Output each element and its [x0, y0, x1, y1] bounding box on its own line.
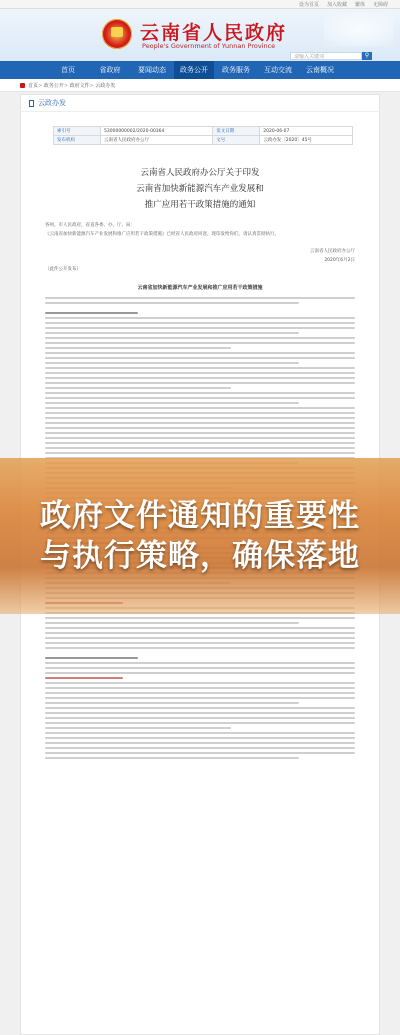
text-line — [45, 642, 355, 644]
text-line — [45, 402, 299, 404]
breadcrumb-item[interactable]: > 云政办发 — [90, 82, 116, 89]
text-line — [45, 447, 355, 449]
topbar-link[interactable]: 设为首页 — [298, 1, 319, 8]
header-decoration — [324, 13, 394, 47]
meta-value: 53000000002/2020-00364 — [101, 127, 213, 136]
nav-item-government[interactable]: 省政府 — [99, 66, 121, 74]
text-line — [45, 357, 355, 359]
text-line — [45, 452, 355, 454]
text-line — [45, 752, 355, 754]
text-line — [45, 372, 355, 374]
text-line — [45, 717, 355, 719]
text-line — [45, 712, 355, 714]
text-line — [45, 727, 231, 729]
text-line — [45, 722, 355, 724]
meta-key: 索引号 — [54, 127, 101, 136]
document-intro: 《云南省加快新能源汽车产业发展和推广应用若干政策措施》已经省人民政府同意，现印发给你们，请认真贯彻执行。 — [45, 232, 279, 237]
headline-line: 政府文件通知的重要性 — [40, 498, 360, 534]
text-line — [45, 737, 355, 739]
text-line — [45, 637, 355, 639]
text-line — [45, 757, 299, 759]
meta-key: 文号 — [213, 136, 260, 145]
document-signer: 云南省人民政府办公厅 — [310, 249, 355, 254]
document-title-line: 推广应用若干政策措施的通知 — [144, 200, 256, 210]
text-line — [45, 692, 355, 694]
site-header — [0, 9, 400, 61]
nav-item-services[interactable]: 政务服务 — [222, 66, 250, 74]
text-line — [45, 352, 355, 354]
text-line — [45, 682, 355, 684]
text-line — [45, 417, 355, 419]
nav-item-home[interactable]: 首页 — [61, 66, 75, 74]
text-line — [45, 322, 355, 324]
nav-item-overview[interactable]: 云南概况 — [306, 66, 334, 74]
text-line — [45, 422, 355, 424]
text-line — [45, 392, 355, 394]
text-line — [45, 627, 355, 629]
table-row — [54, 127, 353, 136]
meta-value: 云南省人民政府办公厅 — [101, 136, 213, 145]
text-line — [45, 622, 299, 624]
breadcrumb — [0, 79, 400, 92]
meta-value: 2020-06-07 — [260, 127, 353, 136]
body-title: 云南省加快新能源汽车产业发展和推广应用若干政策措施 — [137, 285, 263, 291]
breadcrumb-item[interactable]: > 政务公开 — [38, 82, 64, 89]
site-title[interactable]: 云南省人民政府 — [140, 22, 288, 44]
text-line — [45, 632, 355, 634]
meta-key: 发布机构 — [54, 136, 101, 145]
document-meta-table — [53, 126, 353, 145]
breadcrumb-item[interactable]: > 政府文件 — [64, 82, 90, 89]
text-line — [45, 657, 138, 659]
text-line — [45, 382, 355, 384]
top-utility-bar — [0, 0, 400, 9]
topbar-link[interactable]: 加入收藏 — [326, 1, 347, 8]
document-title-line: 云南省加快新能源汽车产业发展和 — [136, 184, 264, 194]
meta-value: 云政办发〔2020〕45号 — [260, 136, 353, 145]
breadcrumb-item[interactable]: 首页 — [28, 82, 39, 89]
headline-overlay — [0, 458, 400, 614]
text-line — [45, 437, 355, 439]
text-line — [45, 337, 355, 339]
text-line — [45, 397, 355, 399]
text-line — [45, 667, 355, 669]
nav-item-news[interactable]: 要闻动态 — [138, 66, 166, 74]
text-line — [45, 302, 299, 304]
text-line — [45, 707, 355, 709]
text-line — [45, 742, 355, 744]
main-nav — [0, 61, 400, 79]
text-line — [45, 317, 355, 319]
document-date: 2020年6月2日 — [324, 258, 355, 263]
search-icon[interactable]: ⚲ — [362, 52, 372, 60]
text-line — [45, 327, 355, 329]
text-line — [45, 617, 355, 619]
topbar-link[interactable]: 无障碍 — [372, 1, 388, 8]
text-line — [45, 672, 355, 674]
text-line — [45, 342, 355, 344]
nav-item-open-affairs[interactable]: 政务公开 — [174, 61, 214, 79]
topbar-link[interactable]: 繁体 — [354, 1, 365, 8]
text-line — [45, 407, 355, 409]
national-emblem-icon — [102, 19, 132, 49]
text-line — [45, 312, 138, 314]
text-line — [45, 367, 355, 369]
text-line — [45, 347, 231, 349]
section-header — [21, 95, 379, 112]
text-line — [45, 662, 355, 664]
document-note: （此件公开发布） — [45, 267, 81, 272]
text-line — [45, 697, 355, 699]
text-line — [45, 687, 355, 689]
section-title: 云政办发 — [38, 99, 66, 107]
search-input[interactable]: 请输入关键词 — [290, 52, 362, 60]
text-line — [45, 427, 355, 429]
table-row — [54, 136, 353, 145]
text-line — [45, 297, 355, 299]
text-line — [45, 387, 231, 389]
text-line — [45, 377, 355, 379]
text-line — [45, 442, 355, 444]
document-title-line: 云南省人民政府办公厅关于印发 — [140, 168, 260, 178]
text-line — [45, 747, 355, 749]
text-line — [45, 647, 355, 649]
document-title — [21, 165, 379, 213]
meta-key: 发文日期 — [213, 127, 260, 136]
text-line — [45, 332, 299, 334]
text-line — [45, 732, 355, 734]
text-line — [45, 412, 355, 414]
text-line — [45, 677, 123, 679]
document-icon — [29, 100, 34, 107]
text-line — [45, 702, 299, 704]
nav-item-interaction[interactable]: 互动交流 — [264, 66, 292, 74]
text-line — [45, 432, 355, 434]
document-recipients: 各州、市人民政府，省直各委、办、厅、局： — [45, 223, 135, 228]
headline-line: 与执行策略，确保落地 — [40, 538, 360, 574]
site-subtitle: People's Government of Yunnan Province — [142, 42, 276, 50]
text-line — [45, 362, 299, 364]
home-icon — [20, 83, 25, 88]
